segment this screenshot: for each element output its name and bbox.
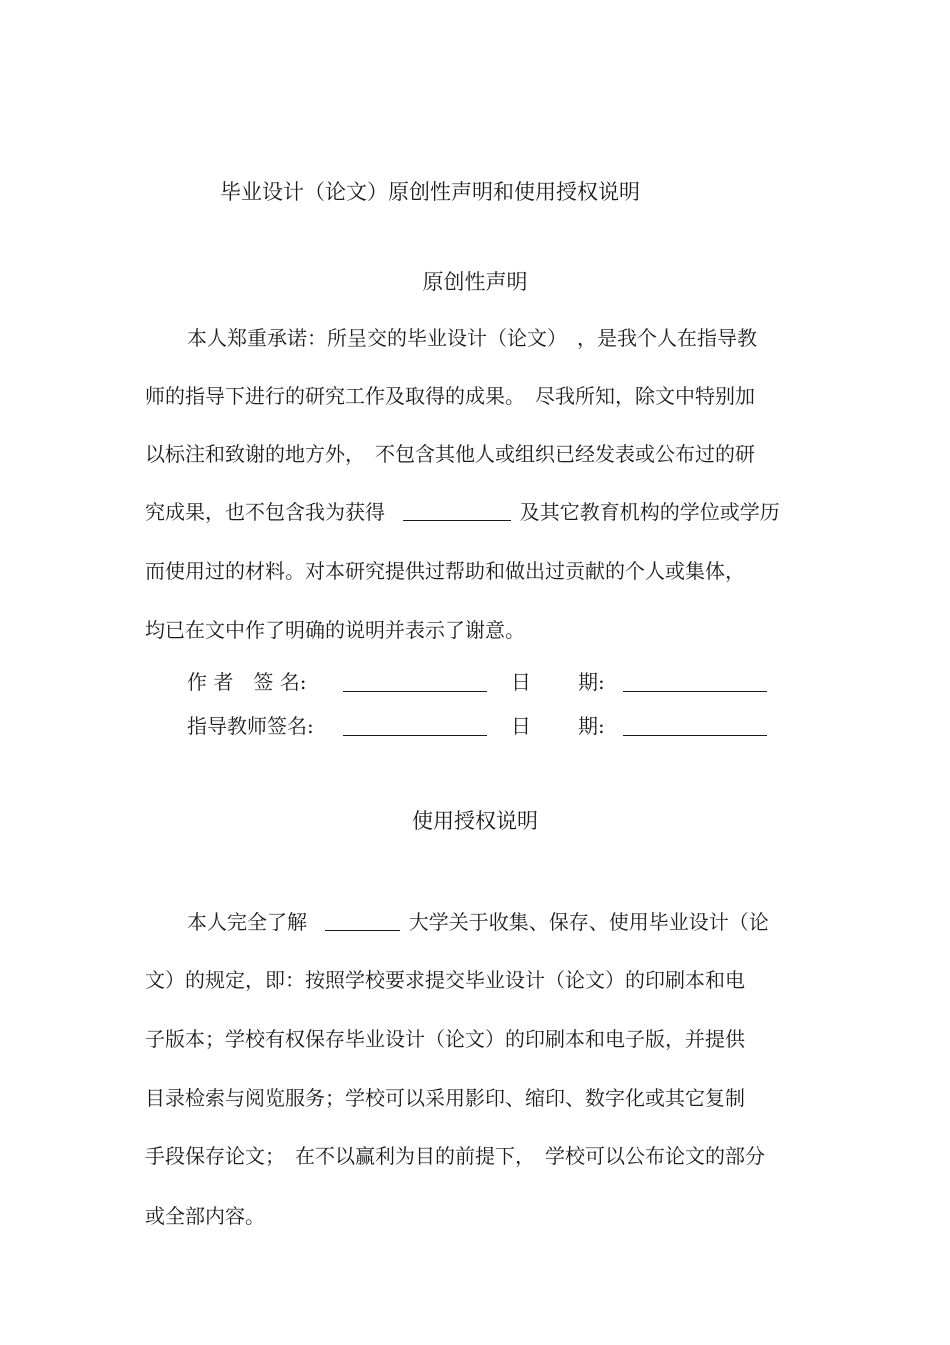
author-date-label-2: 期: (578, 670, 605, 694)
advisor-signature-line[interactable] (343, 735, 487, 736)
advisor-date-line[interactable] (623, 735, 767, 736)
authorization-line-4: 目录检索与阅览服务；学校可以采用影印、缩印、数字化或其它复制 (145, 1086, 745, 1110)
document-title: 毕业设计（论文）原创性声明和使用授权说明 (220, 180, 640, 204)
authorization-line-5: 手段保存论文； 在不以赢利为目的前提下， 学校可以公布论文的部分 (145, 1144, 765, 1168)
originality-line-4-suffix: 及其它教育机构的学位或学历 (519, 500, 780, 524)
author-date-label-1: 日 (511, 670, 531, 694)
originality-line-4 (145, 502, 780, 522)
originality-line-5: 而使用过的材料。对本研究提供过帮助和做出过贡献的个人或集体， (145, 559, 745, 583)
institution-blank (403, 502, 511, 521)
authorization-line-1 (187, 912, 769, 932)
originality-line-6: 均已在文中作了明确的说明并表示了谢意。 (145, 618, 525, 642)
originality-line-1: 本人郑重承诺：所呈交的毕业设计（论文） ，是我个人在指导教 (187, 326, 757, 350)
author-date-line[interactable] (623, 691, 767, 692)
advisor-date-label-1: 日 (511, 714, 531, 738)
originality-line-2: 师的指导下进行的研究工作及取得的成果。 尽我所知，除文中特别加 (145, 384, 755, 408)
authorization-line-3: 子版本；学校有权保存毕业设计（论文）的印刷本和电子版，并提供 (145, 1027, 745, 1051)
university-blank (325, 912, 400, 931)
authorization-line-2: 文）的规定，即：按照学校要求提交毕业设计（论文）的印刷本和电 (145, 968, 745, 992)
authorization-line-6: 或全部内容。 (145, 1204, 265, 1228)
advisor-date-label-2: 期: (578, 714, 605, 738)
authorization-line-1-prefix: 本人完全了解 (187, 910, 307, 934)
authorization-heading: 使用授权说明 (412, 809, 538, 833)
originality-line-3: 以标注和致谢的地方外， 不包含其他人或组织已经发表或公布过的研 (145, 442, 755, 466)
author-signature-line[interactable] (343, 691, 487, 692)
originality-heading: 原创性声明 (422, 270, 528, 294)
author-signature-label: 作 者 签 名: (187, 670, 307, 694)
authorization-line-1-suffix: 大学关于收集、保存、使用毕业设计（论 (408, 910, 769, 934)
advisor-signature-label: 指导教师签名: (187, 714, 314, 738)
originality-line-4-prefix: 究成果，也不包含我为获得 (145, 500, 385, 524)
